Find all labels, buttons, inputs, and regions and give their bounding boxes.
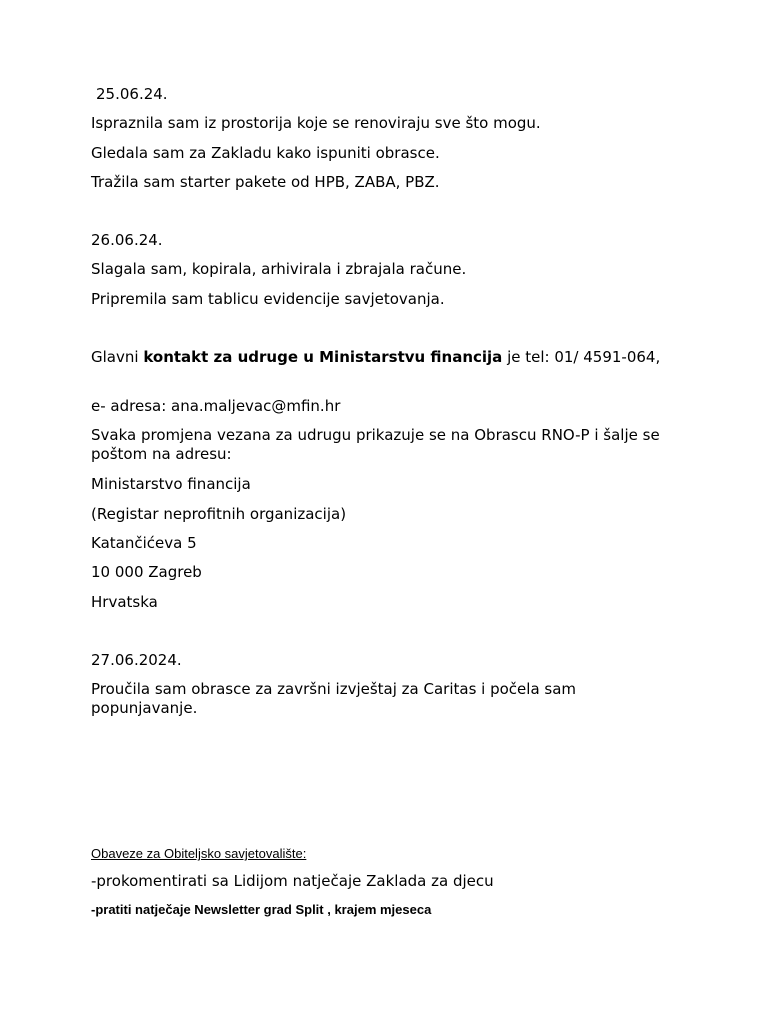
address-line: Hrvatska xyxy=(91,593,158,611)
entry-date: 25.06.24. xyxy=(96,85,168,103)
entry-line: Pripremila sam tablicu evidencije savjetovanja. xyxy=(91,290,445,308)
obligations-heading: Obaveze za Obiteljsko savjetovalište: xyxy=(91,846,307,861)
contact-bold: kontakt za udruge u Ministarstvu financija xyxy=(143,348,503,366)
entry-line: Gledala sam za Zakladu kako ispuniti obrasce. xyxy=(91,144,440,162)
obligation-item: -prokomentirati sa Lidijom natječaje Zaklada za djecu xyxy=(91,872,494,890)
address-line: 10 000 Zagreb xyxy=(91,563,202,581)
contact-paragraph xyxy=(91,348,671,367)
address-line: Ministarstvo financija xyxy=(91,475,251,493)
change-notice: Svaka promjena vezana za udrugu prikazuje se na Obrascu RNO-P i šalje se poštom na adresu: xyxy=(91,426,660,463)
entry-line: Ispraznila sam iz prostorija koje se renoviraju sve što mogu. xyxy=(91,114,541,132)
address-line: Katančićeva 5 xyxy=(91,534,197,552)
entry-line: Tražila sam starter pakete od HPB, ZABA, PBZ. xyxy=(91,173,440,191)
entry-date: 26.06.24. xyxy=(91,231,163,249)
entry-date: 27.06.2024. xyxy=(91,651,182,669)
contact-suffix: je tel: 01/ 4591-064, xyxy=(502,348,661,366)
entry-line: Proučila sam obrasce za završni izvještaj za Caritas i počela sam popunjavanje. xyxy=(91,680,577,717)
obligation-item: -pratiti natječaje Newsletter grad Split , krajem mjeseca xyxy=(91,902,432,917)
entry-line: Slagala sam, kopirala, arhivirala i zbrajala račune. xyxy=(91,260,467,278)
address-line: (Registar neprofitnih organizacija) xyxy=(91,505,347,523)
email-line: e- adresa: ana.maljevac@mfin.hr xyxy=(91,397,341,415)
contact-prefix: Glavni xyxy=(91,348,144,366)
